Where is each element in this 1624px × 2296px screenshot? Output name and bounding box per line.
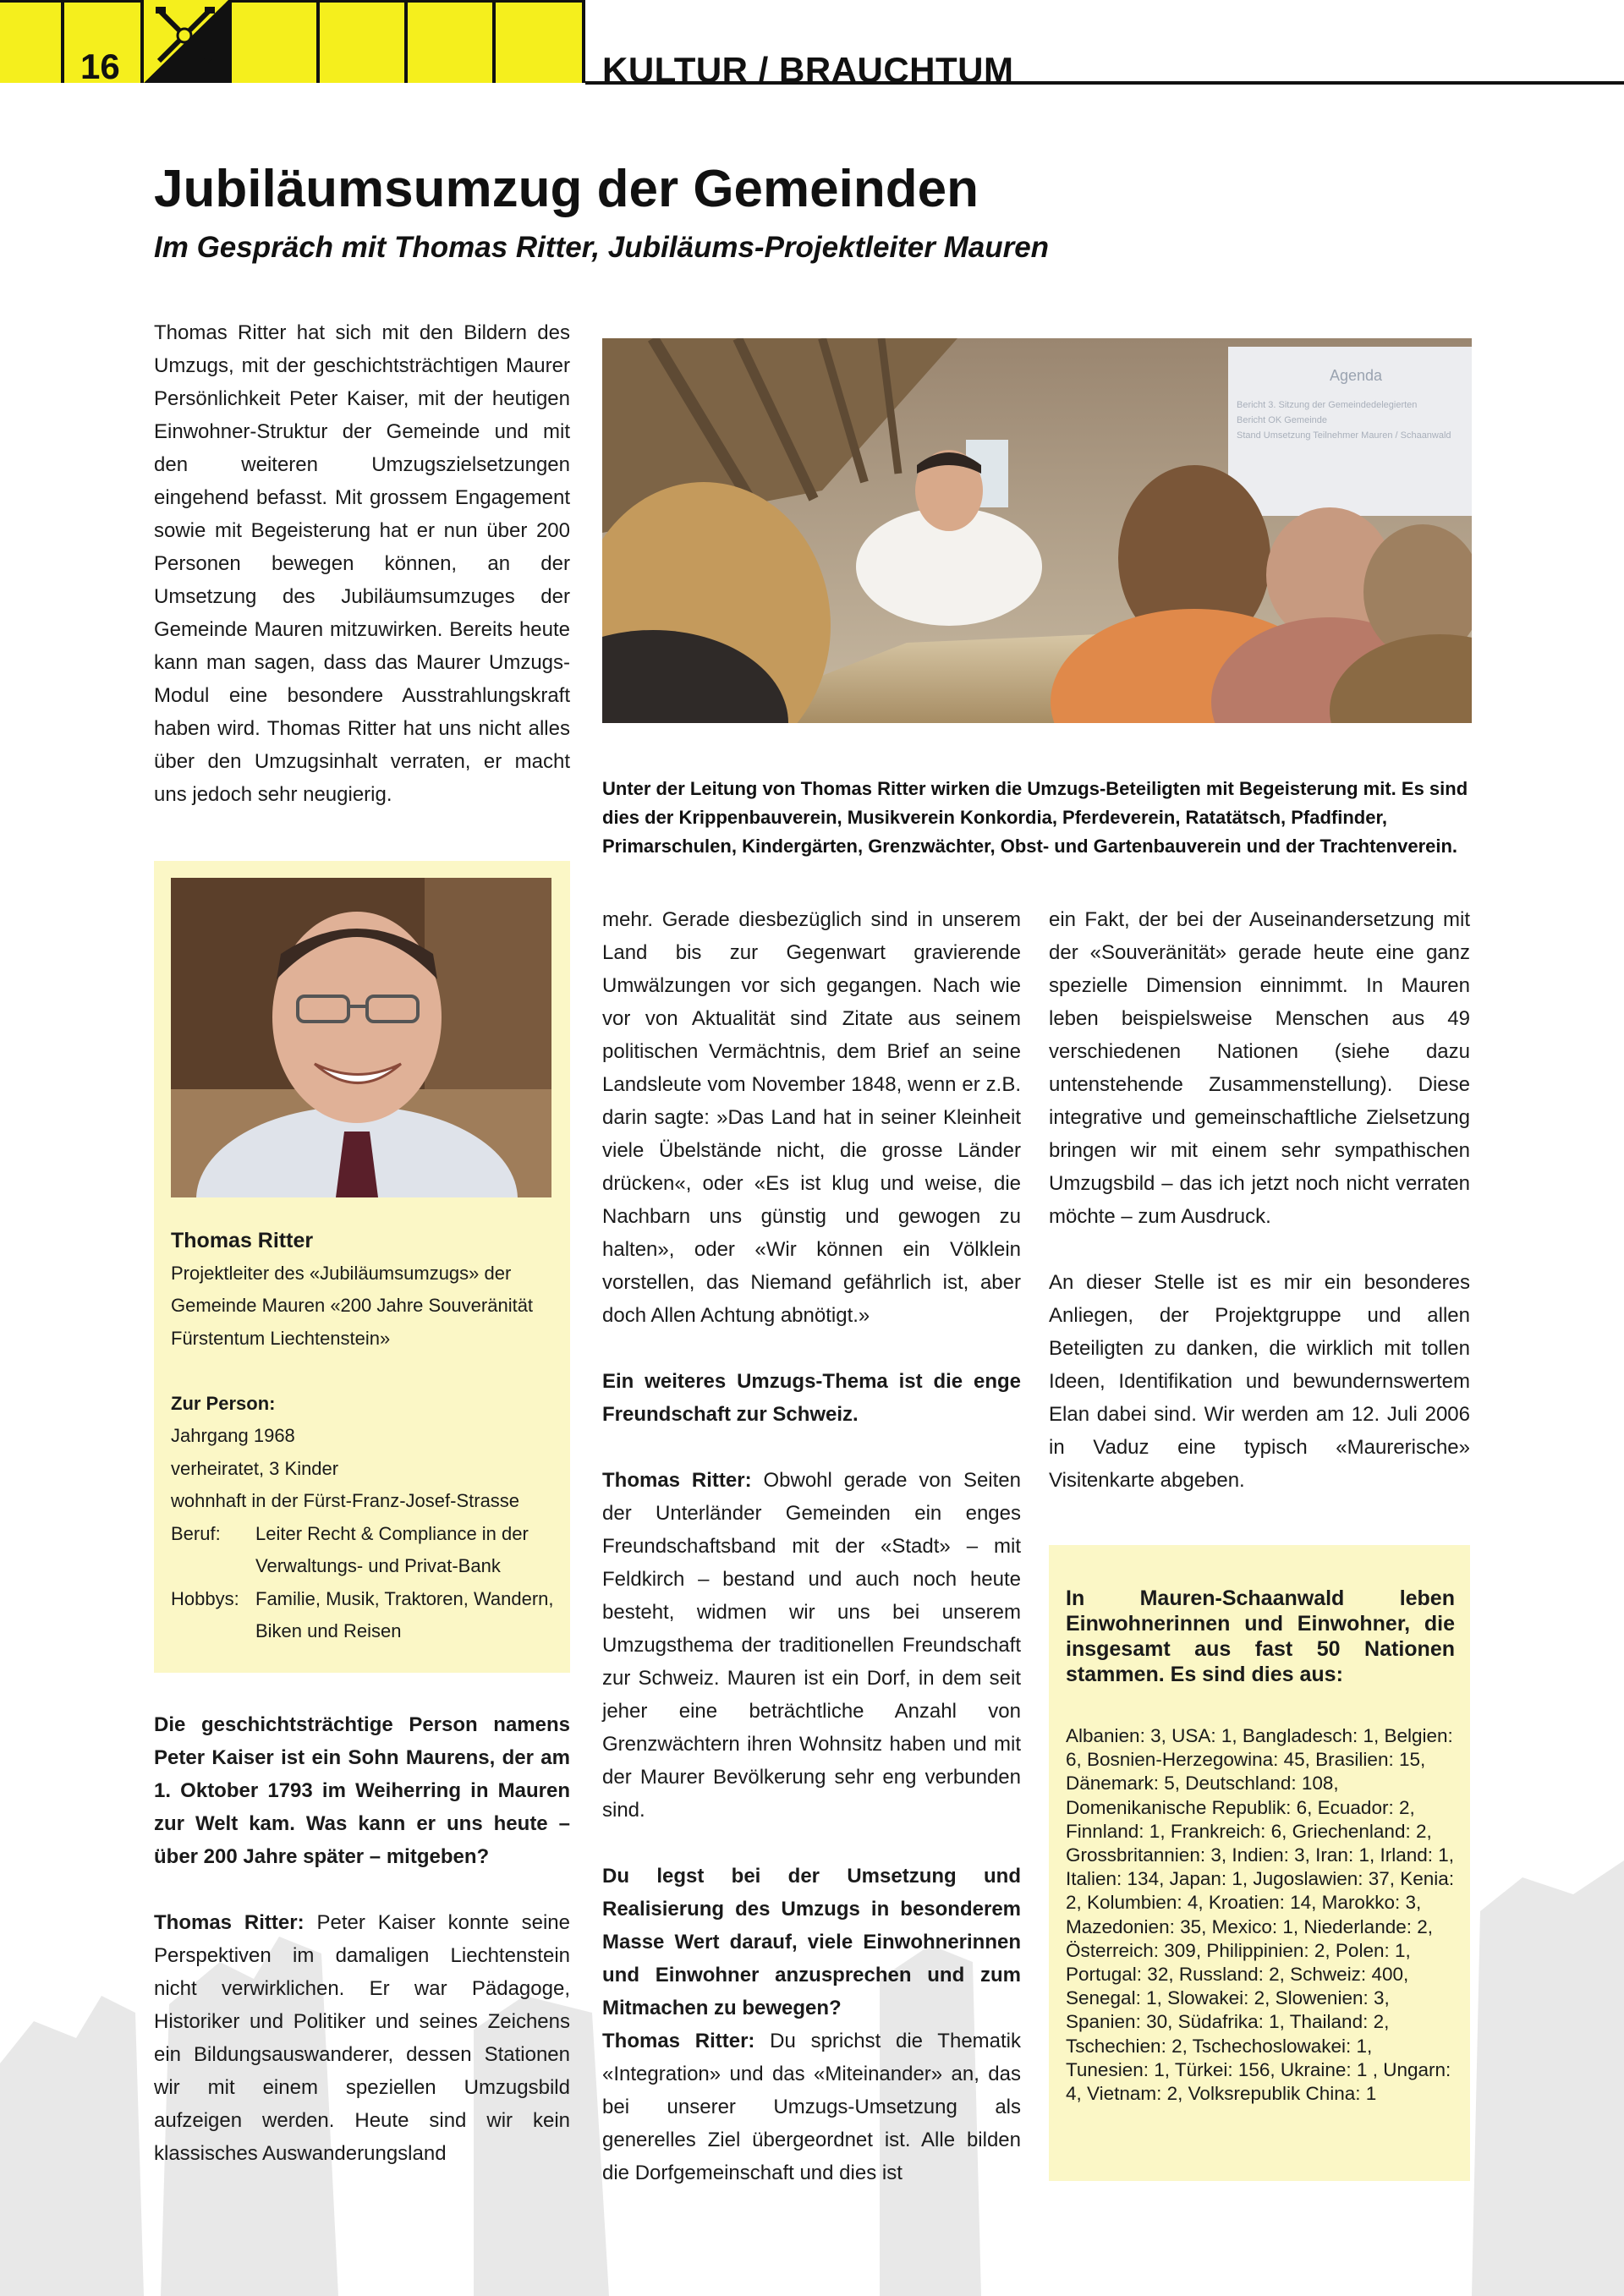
slide-item: Stand Umsetzung Teilnehmer Mauren / Schaanwald: [1237, 430, 1451, 441]
profile-hobby-label: Hobbys:: [171, 1587, 239, 1609]
profile-role: Projektleiter des «Jubiläumsumzugs» der Gemeinde Mauren «200 Jahre Souveränität Fürstentum Liechtenstein»: [171, 1262, 534, 1349]
section-title: KULTUR / BRAUCHTUM: [602, 50, 1014, 90]
column-left-lower: [154, 1708, 570, 2170]
profile-name: Thomas Ritter: [171, 1229, 314, 1252]
answer-peter-kaiser-continued: mehr. Gerade diesbezüglich sind in unserem Land bis zur Gegenwart gravierende Umwälzungen vor sich gegangen. Nach wie vor von Aktualität sind Zitate aus seinem politischen Vermächtnis, dem Brief an seine Landsleute vom November 1848, wenn er z.B. darin sagte: »Das Land hat in seiner Kleinheit viele Übelstände nicht, die grosse Länder drücken«, oder «Es ist klug und weise, die Nachbarn uns günstig und gewogen zu halten», oder «Wir können ein Völklein vorstellen, das Niemand gefährlich ist, aber doch Allen Achtung abnötigt.»: [602, 908, 1021, 1327]
column-middle: [602, 903, 1021, 2189]
profile-detail: Jahrgang 1968: [171, 1425, 295, 1446]
article-subtitle: Im Gespräch mit Thomas Ritter, Jubiläums-Projektleiter Mauren: [154, 231, 1050, 264]
question-peter-kaiser: Die geschichtsträchtige Person namens Peter Kaiser ist ein Sohn Maurens, der am 1. Oktober 1793 im Weiherring in Mauren zur Welt kam. Was kann er uns heute – über 200 Jahre später – mitgeben?: [154, 1713, 570, 1868]
answer-integration-continued: ein Fakt, der bei der Auseinandersetzung mit der «Souveränität» gerade heute eine ganz spezielle Dimension einnimmt. In Mauren leben beispielsweise Menschen aus 49 verschiedenen Nationen (siehe dazu untenstehende Zusammenstellung). Diese integrative und gemeinschaftliche Zielsetzung bringen wir mit einem sehr sympathischen Umzugsbild – das ich jetzt noch nicht verraten möchte – zum Ausdruck.: [1049, 908, 1470, 1228]
question-integration: Du legst bei der Umsetzung und Realisierung des Umzugs in besonderem Masse Wert darauf, viele Einwohnerinnen und Einwohner anzusprechen und zum Mitmachen zu bewegen?: [602, 1865, 1021, 2019]
closing-paragraph: An dieser Stelle ist es mir ein besonderes Anliegen, der Projektgruppe und allen Beteiligten zu danken, die wirklich mit tollen Ideen, Identifikation und bewundernswertem Elan dabei sind. Wir werden am 12. Juli 2006 in Vaduz eine typisch «Maurerische» Visitenkarte abgeben.: [1049, 1271, 1470, 1492]
intro-paragraph: [154, 316, 570, 811]
slide-title: Agenda: [1330, 367, 1383, 384]
page-number: 16: [80, 47, 120, 86]
header-tick: [404, 0, 408, 83]
header-tick: [228, 0, 232, 83]
answer-text: Peter Kaiser konnte seine Perspektiven im damaligen Liechtenstein nicht verwirklichen. Er war Pädagoge, Historiker und Politiker und seines Zeichens ein Bildungsauswanderer, dessen Stationen wir mit einem speziellen Umzugsbild aufzeigen werden. Heute sind wir kein klassisches Auswanderungsland: [154, 1911, 570, 2165]
speaker-label: Thomas Ritter:: [602, 2030, 755, 2052]
profile-detail: wohnhaft in der Fürst-Franz-Josef-Strasse: [171, 1490, 520, 1511]
profile-job-value: Leiter Recht & Compliance in der Verwaltungs- und Privat-Bank: [255, 1522, 529, 1576]
nations-list: Albanien: 3, USA: 1, Bangladesch: 1, Belgien: 6, Bosnien-Herzegowina: 45, Brasilien: 15, Dänemark: 5, Deutschland: 108, Domenikanische Republik: 6, Ecuador: 2, Finnland: 1, Frankreich: 6, Griechenland: 2, Grossbritannien: 3, Indien: 3, Iran: 1, Irland: 1, Italien: 134, Japan: 1, Jugoslawien: 37, Kenia: 2, Kolumbien: 4, Kroatien: 14, Marokko: 3, Mazedonien: 35, Mexico: 1, Niederlande: 2, Österreich: 309, Philippinien: 2, Polen: 1, Portugal: 32, Russland: 2, Schweiz: 400, Senegal: 1, Slowakei: 2, Slowenien: 3, Spanien: 30, Südafrika: 1, Thailand: 2, Tschechien: 2, Tschechoslowakei: 1, Tunesien: 1, Türkei: 156, Ukraine: 1 , Ungarn: 4, Vietnam: 2, Volksrepublik China: 1: [1066, 1725, 1455, 2105]
speaker-label: Thomas Ritter:: [154, 1911, 304, 1934]
nations-heading: In Mauren-Schaanwald leben Einwohnerinnen und Einwohner, die insgesamt aus fast 50 Nationen stammen. Es sind dies aus:: [1066, 1586, 1455, 1686]
answer-text: Du sprichst die Thematik «Integration» und das «Miteinander» an, das bei unserer Umzugs-Umsetzung als generelles Ziel übergeordnet ist. Alle bilden die Dorfgemeinschaft und dies ist: [602, 2030, 1021, 2184]
slide-item: Bericht 3. Sitzung der Gemeindedelegierten: [1237, 400, 1418, 410]
slide-item: Bericht OK Gemeinde: [1237, 415, 1327, 425]
profile-box: [154, 861, 570, 1673]
portrait-photo: [171, 878, 551, 1197]
intro-text: Thomas Ritter hat sich mit den Bildern des Umzugs, mit der geschichtsträchtigen Maurer Persönlichkeit Peter Kaiser, mit der heutigen Einwohner-Struktur der Gemeinde und mit den weiteren Umzugszielsetzungen eingehend befasst. Mit grossem Engagement sowie mit Begeisterung hat er nun über 200 Personen bewegen können, an der Umsetzung des Jubiläumsumzuges der Gemeinde Mauren mitzuwirken. Bereits heute kann man sagen, dass das Maurer Umzugs-Modul eine besondere Ausstrahlungskraft haben wird. Thomas Ritter hat uns nicht alles über den Umzugsinhalt verraten, er macht uns jedoch sehr neugierig.: [154, 321, 570, 806]
speaker-label: Thomas Ritter:: [602, 1469, 752, 1492]
header-tick: [61, 0, 64, 83]
profile-job-row: [171, 1518, 556, 1583]
portrait-illustration: [171, 878, 551, 1197]
article-title: Jubiläumsumzug der Gemeinden: [154, 160, 979, 218]
answer-integration: [602, 2025, 1021, 2189]
photo-caption: Unter der Leitung von Thomas Ritter wirken die Umzugs-Beteiligten mit Begeisterung mit. Es sind dies der Krippenbauverein, Musikverein Konkordia, Pferdeverein, Ratatätsch, Pfadfinder, Primarschulen, Kindergärten, Grenzwächter, Obst- und Gartenbauverein und der Trachtenverein.: [602, 778, 1468, 857]
column-right: [1049, 903, 1470, 1497]
header-tick: [316, 0, 320, 83]
municipal-crest-icon: [144, 0, 228, 83]
answer-text: Obwohl gerade von Seiten der Unterländer Gemeinden ein enges Freundschaftsband mit der «Stadt» – mit Feldkirch – bestand und auch noch heute besteht, widmen wir uns bei unserem Umzugsthema der traditionellen Freundschaft zur Schweiz. Mauren ist ein Dorf, in dem seit jeher eine beträchtliche Anzahl von Grenzwächtern ihren Wohnsitz haben und mit der Maurer Bevölkerung sehr eng verbunden sind.: [602, 1469, 1021, 1822]
profile-person-heading: Zur Person:: [171, 1392, 276, 1414]
answer-schweiz: [602, 1464, 1021, 1827]
meeting-photo: [602, 338, 1472, 723]
question-schweiz: Ein weiteres Umzugs-Thema ist die enge Freundschaft zur Schweiz.: [602, 1370, 1021, 1426]
profile-hobby-row: [171, 1583, 556, 1648]
profile-detail: verheiratet, 3 Kinder: [171, 1457, 339, 1479]
header-tick: [582, 0, 585, 83]
meeting-photo-illustration: [602, 338, 1472, 723]
profile-job-label: Beruf:: [171, 1522, 221, 1544]
header-tick: [492, 0, 496, 83]
answer-peter-kaiser: [154, 1906, 570, 2170]
profile-hobby-value: Familie, Musik, Traktoren, Wandern, Biken und Reisen: [255, 1587, 554, 1641]
nations-box: [1049, 1545, 1470, 2181]
profile-text: [171, 1225, 556, 1648]
header-top-line: [0, 0, 585, 3]
